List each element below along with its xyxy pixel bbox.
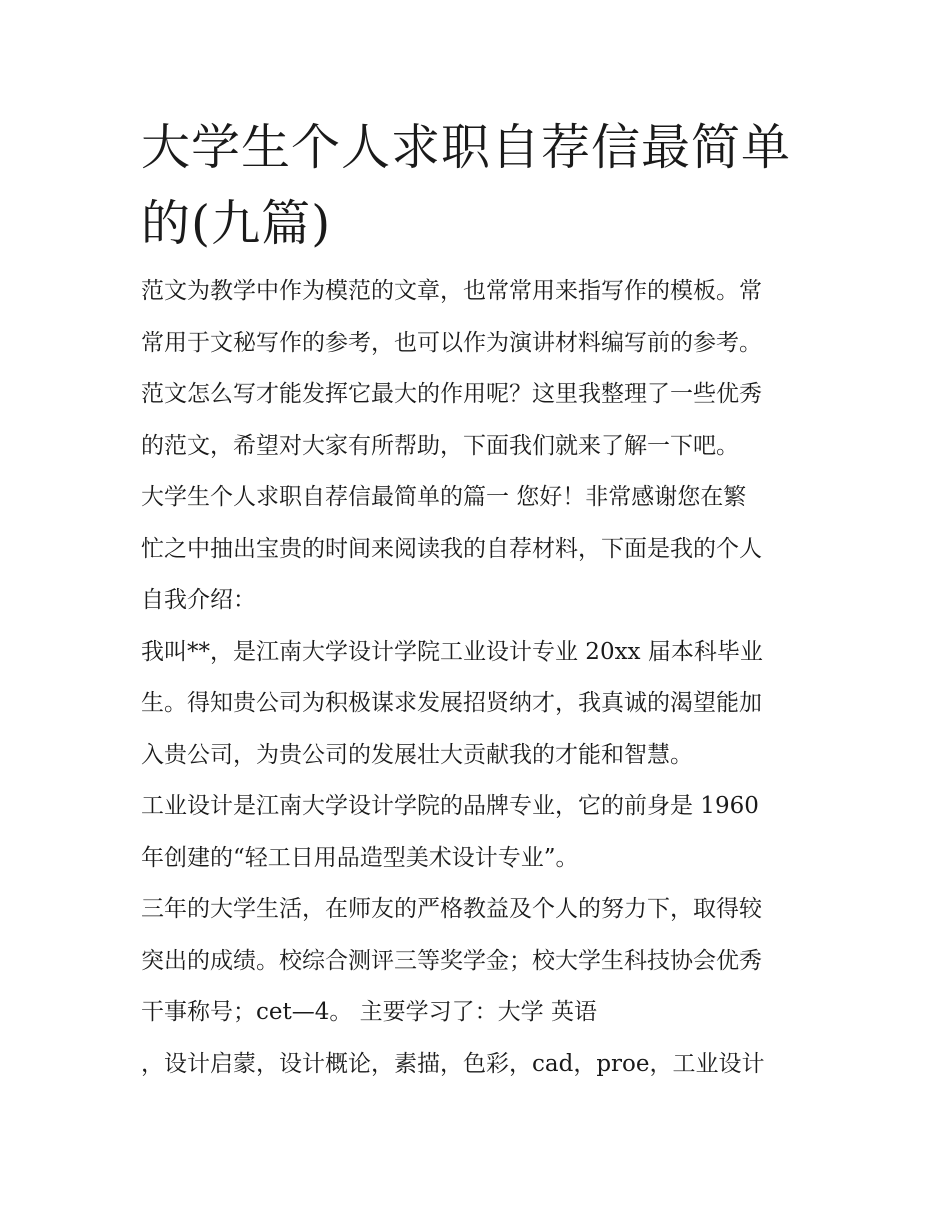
text-line: 干事称号；cet—4。 主要学习了：大学 英语 [141,999,597,1025]
courses-paragraph [141,1039,816,1091]
title-line: 的(九篇) [141,195,332,252]
text-line: 三年的大学生活，在师友的严格教益及个人的努力下，取得较 [141,896,762,922]
document-title [141,110,816,262]
text-line: 自我介绍： [141,587,256,613]
text-line: 的范文，希望对大家有所帮助，下面我们就来了解一下吧。 [141,432,739,459]
text-line: 范文为教学中作为模范的文章，也常常用来指写作的模板。常 [141,278,762,304]
text-line: 忙之中抽出宝贵的时间来阅读我的自荐材料，下面是我的个人 [141,535,762,562]
text-line: 入贵公司，为贵公司的发展壮大贡献我的才能和智慧。 [141,741,693,768]
text-line: 生。得知贵公司为积极谋求发展招贤纳才，我真诚的渴望能加 [141,690,762,716]
document-body [141,266,816,1090]
intro-paragraph [141,266,816,472]
text-line: 常用于文秘写作的参考，也可以作为演讲材料编写前的参考。 [141,329,762,356]
text-line: 工业设计是江南大学设计学院的品牌专业，它的前身是 1960 [141,793,759,819]
greeting-paragraph [141,472,816,627]
text-line: ，设计启蒙，设计概论，素描，色彩，cad，proe，工业设计 [141,1050,765,1077]
title-line: 大学生个人求职自荐信最简单 [141,119,792,176]
major-paragraph [141,781,816,884]
achievements-paragraph [141,884,816,1039]
text-line: 年创建的“轻工日用品造型美术设计专业”。 [141,844,579,871]
text-line: 大学生个人求职自荐信最简单的篇一 您好！非常感谢您在繁 [141,484,747,510]
text-line: 我叫**，是江南大学设计学院工业设计专业 20xx 届本科毕业 [141,638,763,665]
text-line: 范文怎么写才能发挥它最大的作用呢？这里我整理了一些优秀 [141,381,762,407]
text-line: 突出的成绩。校综合测评三等奖学金；校大学生科技协会优秀 [141,947,762,974]
document-page [141,110,816,1090]
self-intro-paragraph [141,627,816,782]
